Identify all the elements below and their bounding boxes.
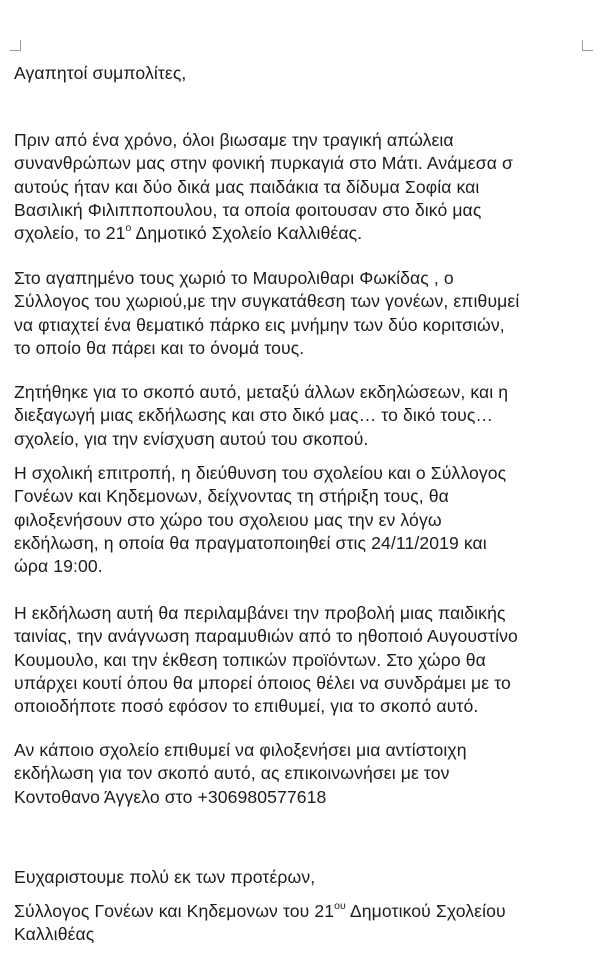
letter-greeting: Αγαπητοί συμπολίτες, (14, 63, 187, 83)
letter-closing: Ευχαριστουμε πολύ εκ των προτέρων, (14, 867, 316, 887)
paragraph-1-line-5: σχολείο, το $21^o$ Δημοτικό Σχολείο Καλλιθέας. (14, 222, 363, 244)
paragraph-4-line-3: φιλοξενήσουν στο χώρο του σχολειου μας την εν λόγω (14, 509, 442, 530)
paragraph-5-line-4: υπάρχει κουτί όπου θα μπορεί όποιος θέλει να συνδράμει με το (14, 672, 511, 693)
paragraph-5 (14, 602, 600, 718)
paragraph-2-line-3: να φτιαχτεί ένα θεματικό πάρκο εις μνήμην των δύο κοριτσιών, (14, 314, 505, 335)
paragraph-4-line-1: Η σχολική επιτροπή, η διεύθυνση του σχολείου και ο Σύλλογος (14, 463, 507, 483)
paragraph-2-line-2: Σύλλογος του χωριού,με την συγκατάθεση των γονέων, επιθυμεί (14, 291, 520, 312)
crop-mark-top-left (10, 40, 21, 51)
paragraph-4-line-4: εκδήλωση, η οποία θα πραγματοποιηθεί στις 24/11/2019 και (14, 532, 487, 553)
paragraph-5-line-1: Η εκδήλωση αυτή θα περιλαμβάνει την προβολή μιας παιδικής (14, 603, 506, 623)
ordinal-superscript: ου (334, 900, 346, 912)
paragraph-1-line-4: Βασιλική Φιλιπποπουλου, τα οποία φοιτουσαν στο δικό μας (14, 199, 482, 220)
paragraph-2-line-4: το οποίο θα πάρει και το όνομά τους. (14, 337, 305, 358)
paragraph-3-line-3: σχολείο, για την ενίσχυση αυτού του σκοπού. (14, 428, 369, 449)
paragraph-3 (14, 381, 600, 451)
crop-mark-top-right (582, 40, 593, 51)
paragraph-1 (14, 129, 600, 245)
letter-signature (14, 900, 600, 947)
paragraph-6 (14, 739, 600, 809)
paragraph-4 (14, 462, 600, 578)
paragraph-6-line-2: εκδήλωση για τον σκοπό αυτό, ας επικοινωνήσει με τον (14, 763, 450, 784)
paragraph-2-line-1: Στο αγαπημένο τους χωριό το Μαυρολιθαρι Φωκίδας , ο (14, 268, 454, 288)
paragraph-4-line-2: Γονέων και Κηδεμονων, δείχνοντας τη στήριξη τους, θα (14, 486, 449, 507)
paragraph-5-line-3: Κουμουλο, και την έκθεση τοπικών προϊόντων. Στο χώρο θα (14, 649, 486, 670)
paragraph-1-line-2: συνανθρώπων μας στην φονική πυρκαγιά στο Μάτι. Ανάμεσα σ (14, 153, 513, 174)
paragraph-3-line-2: διεξαγωγή μιας εκδήλωσης και στο δικό μας… το δικό τους… (14, 405, 494, 426)
signature-line-1: Σύλλογος Γονέων και Κηδεμονων του $21^{o\upsilon}$ Δημοτικού Σχολείου (14, 900, 506, 921)
signature-line-2: Καλλιθέας (14, 924, 95, 945)
paragraph-5-line-5: οποιοδήποτε ποσό εφόσον το επιθυμεί, για το σκοπό αυτό. (14, 696, 479, 717)
paragraph-1-line-3: αυτούς ήταν και δύο δικά μας παιδάκια τα δίδυμα Σοφία και (14, 176, 480, 197)
paragraph-5-line-2: ταινίας, την ανάγνωση παραμυθιών από το ηθοποιό Αυγουστίνο (14, 626, 518, 647)
paragraph-6-line-3: Κοντοθανο Άγγελο στο +306980577618 (14, 786, 327, 807)
ordinal-superscript: ο (125, 222, 132, 235)
paragraph-1-line-1: Πριν από ένα χρόνο, όλοι βιωσαμε την τραγική απώλεια (14, 130, 454, 150)
paragraph-6-line-1: Αν κάποιο σχολείο επιθυμεί να φιλοξενήσει μια αντίστοιχη (14, 740, 467, 760)
paragraph-2 (14, 267, 600, 360)
paragraph-3-line-1: Ζητήθηκε για το σκοπό αυτό, μεταξύ άλλων εκδηλώσεων, και η (14, 382, 509, 402)
paragraph-4-line-5: ώρα 19:00. (14, 556, 103, 577)
